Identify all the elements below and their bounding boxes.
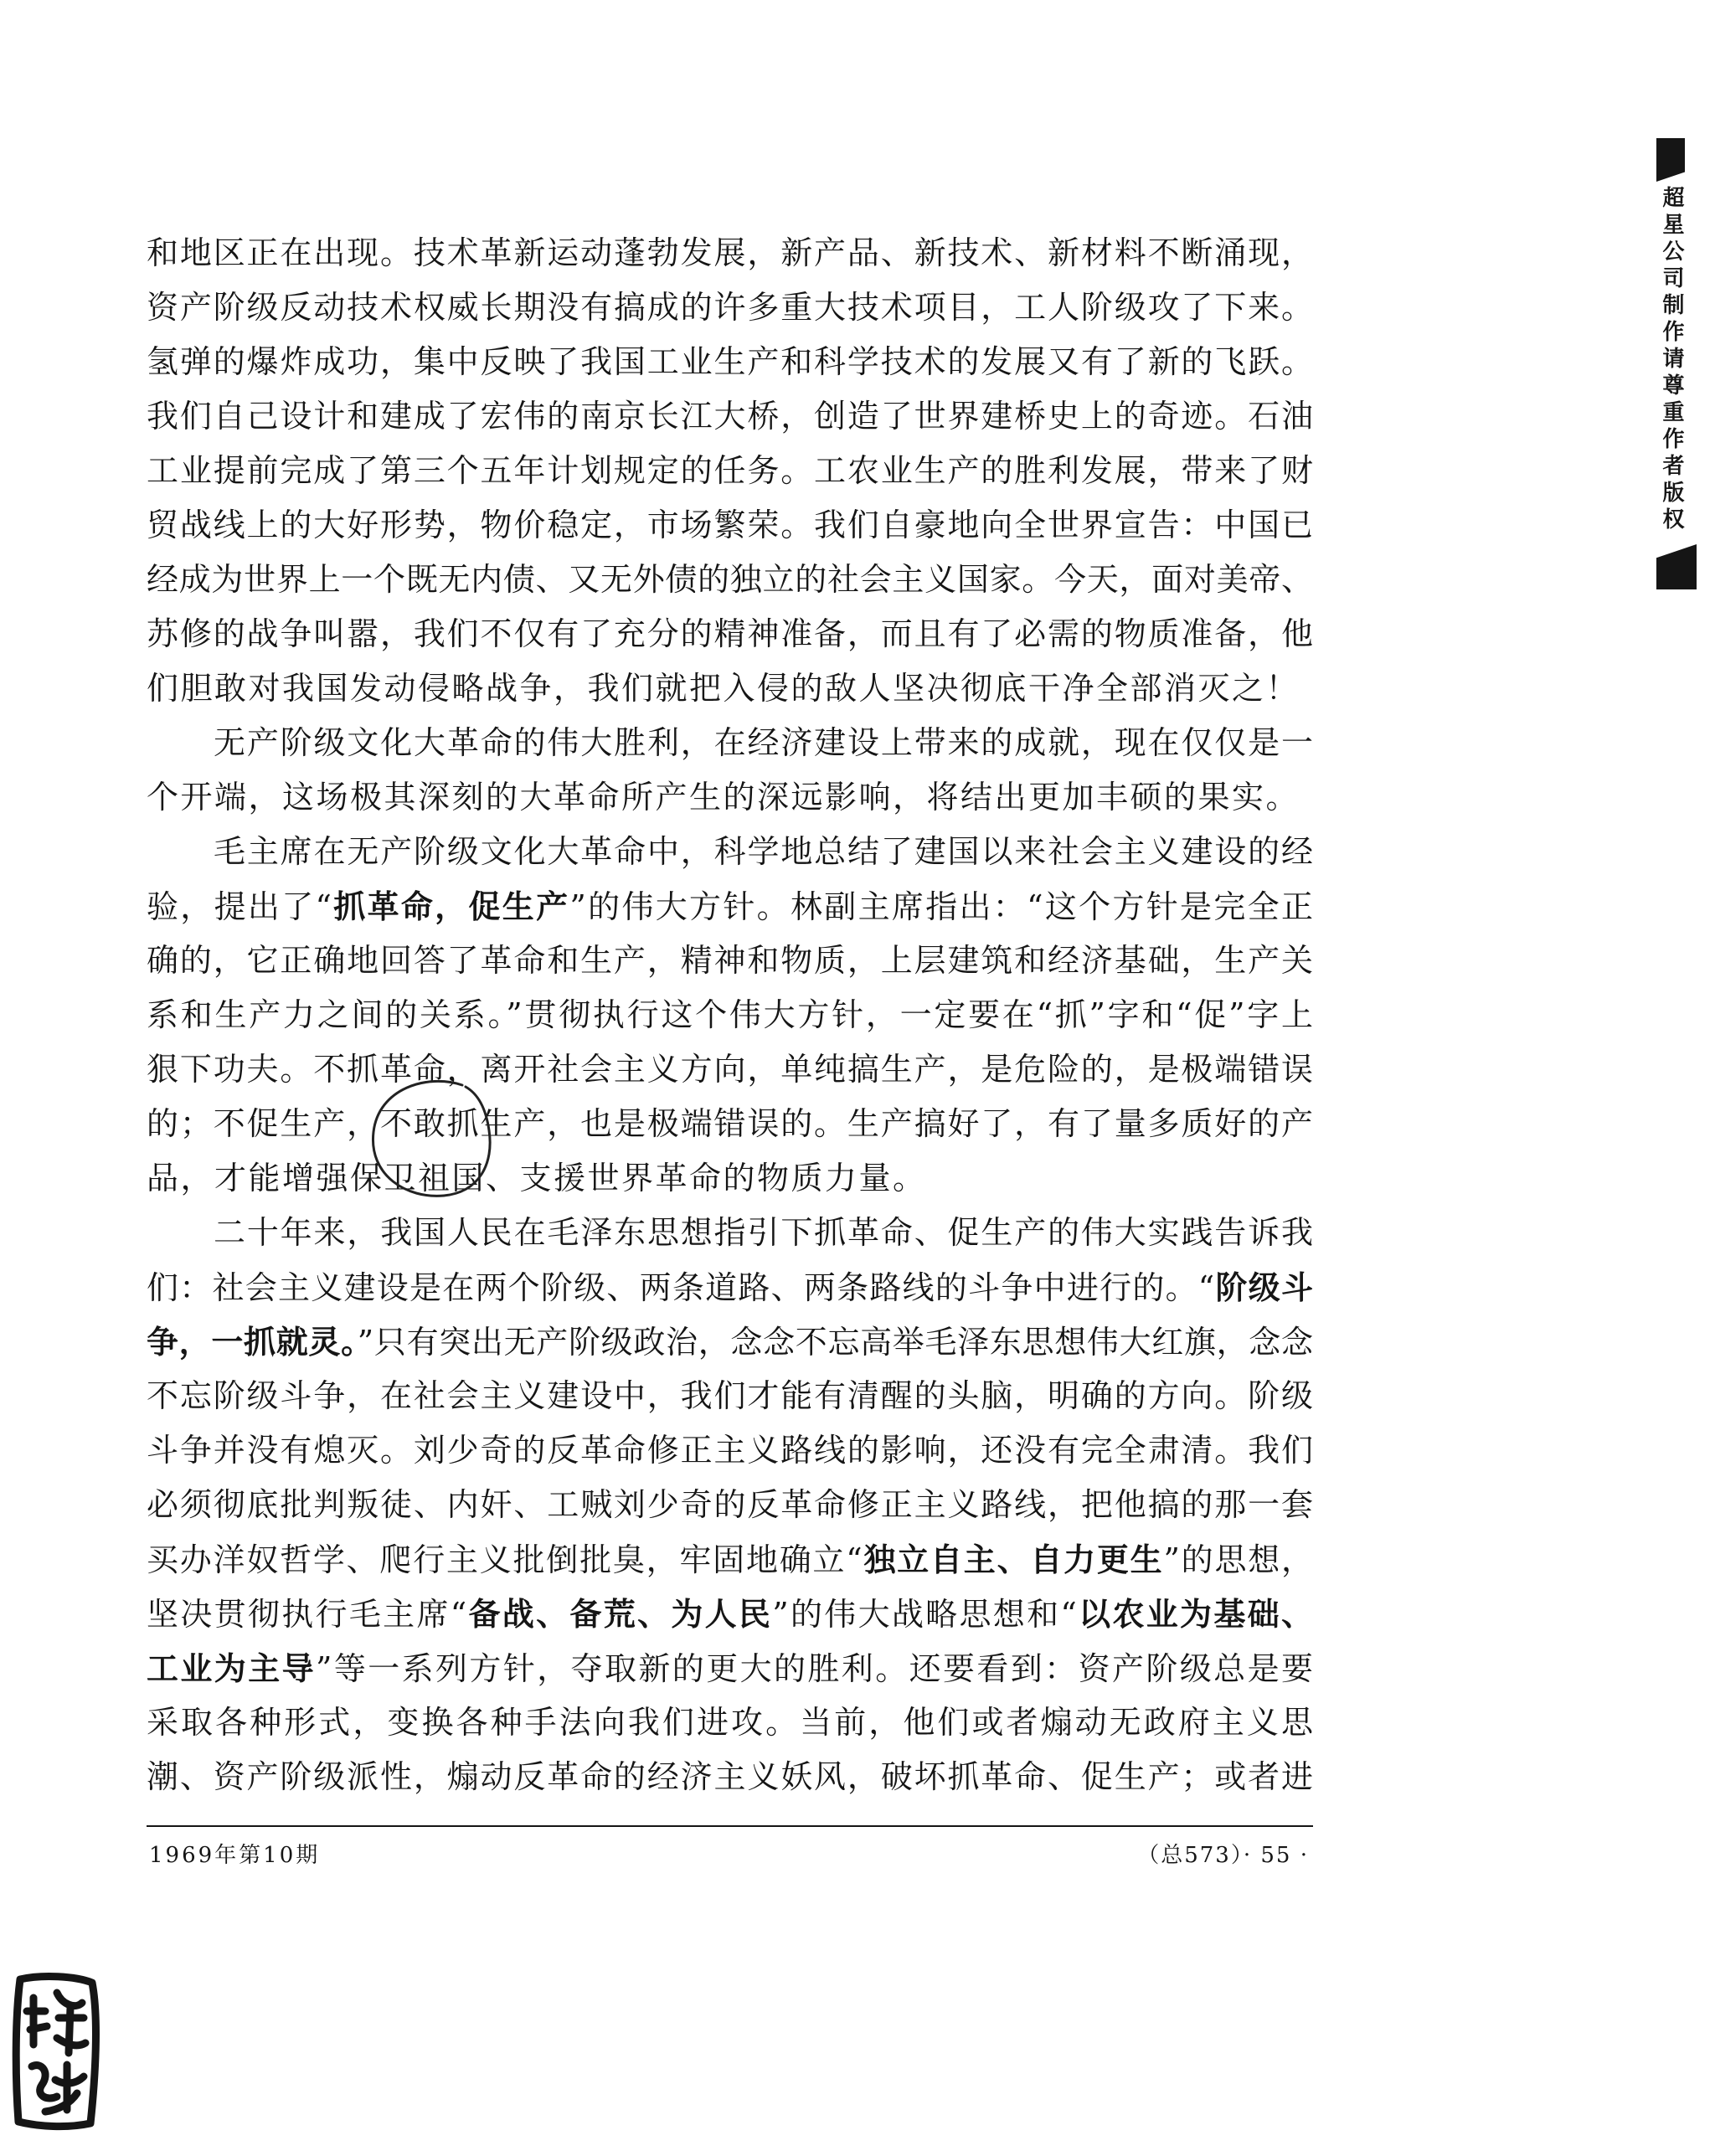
body-text: ”只有突出无产阶级政治，念念不忘高举毛泽东思想伟大红旗，念念: [357, 1324, 1314, 1361]
body-text: ”的伟大战略思想和“: [772, 1596, 1079, 1633]
text-line-content: [147, 1260, 1314, 1315]
text-line: [147, 1369, 1313, 1423]
text-line-content: [147, 280, 1315, 335]
article-body: [147, 226, 1316, 1804]
text-line-content: [147, 607, 1315, 661]
text-line: [147, 661, 1313, 716]
text-line: [147, 444, 1313, 498]
body-text: 坚决贯彻执行毛主席“: [147, 1596, 469, 1633]
text-line-content: [147, 1695, 1316, 1750]
watermark-bar-top: [1656, 138, 1685, 182]
text-line: [147, 226, 1313, 280]
body-text: ”的伟大方针。林副主席指出：“这个方针是完全正: [569, 888, 1316, 925]
body-text: 不忘阶级斗争，在社会主义建设中，我们才能有清醒的头脑，明确的方向。阶级: [147, 1377, 1315, 1414]
text-line: [147, 335, 1313, 389]
text-line: [147, 825, 1313, 879]
paragraph: [147, 716, 1313, 825]
text-line: [147, 1423, 1313, 1478]
text-line-content: [147, 444, 1315, 498]
body-text: 和地区正在出现。技术革新运动蓬勃发展，新产品、新技术、新材料不断涌现，: [147, 234, 1315, 271]
body-text: 验，提出了“: [147, 888, 334, 925]
text-line: [147, 1695, 1316, 1750]
body-text: 狠下功夫。不抓革命，离开社会主义方向，单纯搞生产，是危险的，是极端错误: [147, 1051, 1315, 1088]
text-line: [147, 1315, 1313, 1369]
text-line: [147, 1750, 1313, 1804]
copyright-watermark: [1657, 186, 1686, 534]
body-text: 我们自己设计和建成了宏伟的南京长江大桥，创造了世界建桥史上的奇迹。石油: [147, 398, 1315, 435]
text-line-content: [147, 1478, 1315, 1532]
text-line: [147, 498, 1313, 553]
text-line-content: [147, 1151, 927, 1206]
body-text: ”等一系列方针，夺取新的更大的胜利。还要看到：资产阶级总是要: [316, 1650, 1316, 1687]
text-line: [147, 934, 1313, 988]
text-line-content: [147, 335, 1315, 389]
text-line-content: [147, 1315, 1314, 1370]
paragraph: [147, 825, 1316, 1206]
body-text: 贸战线上的大好形势，物价稳定，市场繁荣。我们自豪地向全世界宣告：中国已: [147, 507, 1315, 543]
text-line: [147, 553, 1313, 607]
text-line: [147, 1587, 1316, 1641]
body-text: 毛主席在无产阶级文化大革命中，科学地总结了建国以来社会主义建设的经: [214, 833, 1315, 870]
emphasis-text: 独立自主、自力更生: [863, 1541, 1164, 1578]
body-text: 斗争并没有熄灭。刘少奇的反革命修正主义路线的影响，还没有完全肃清。我们: [147, 1432, 1315, 1469]
footer-rule: [147, 1825, 1313, 1827]
watermark-bar-bottom: [1656, 544, 1697, 589]
text-line-content: [147, 1042, 1315, 1097]
text-line-content: [147, 1532, 1315, 1587]
emphasis-text: 争，一抓就灵。: [147, 1323, 358, 1361]
emphasis-text: 备战、备荒、为人民: [468, 1595, 773, 1633]
watermark-notice: 请尊重作者版权: [1659, 347, 1684, 534]
text-line-content: [147, 1097, 1315, 1151]
text-line-content: [214, 716, 1315, 770]
text-line-content: [147, 1750, 1315, 1804]
body-text: 二十年来，我国人民在毛泽东思想指引下抓革命、促生产的伟大实践告诉我: [214, 1214, 1315, 1251]
body-text: 个开端，这场极其深刻的大革命所产生的深远影响，将结出更加丰硕的果实。: [147, 779, 1300, 816]
body-text: 必须彻底批判叛徒、内奸、工贼刘少奇的反革命修正主义路线，把他搞的那一套: [147, 1486, 1315, 1523]
text-line-content: [147, 1369, 1315, 1423]
watermark-producer: 超星公司制作: [1659, 186, 1684, 347]
text-line: [147, 1532, 1313, 1587]
text-line: [147, 988, 1316, 1042]
text-line-content: [147, 988, 1316, 1042]
emphasis-text: 抓革命，促生产: [333, 888, 570, 925]
text-line-content: [214, 1206, 1315, 1260]
text-line-content: [147, 226, 1315, 280]
emphasis-text: 阶级斗: [1215, 1268, 1315, 1306]
text-line: [147, 1206, 1313, 1260]
body-text: 们：社会主义建设是在两个阶级、两条道路、两条路线的斗争中进行的。“: [147, 1269, 1216, 1306]
seal-logo: [8, 1968, 105, 2135]
text-line-content: [147, 1423, 1315, 1478]
text-line: [147, 1478, 1313, 1532]
text-line: [147, 607, 1313, 661]
page-footer: [149, 1839, 1309, 1872]
body-text: 资产阶级反动技术权威长期没有搞成的许多重大技术项目，工人阶级攻了下来。: [147, 289, 1315, 326]
body-text: 确的，它正确地回答了革命和生产，精神和物质，上层建筑和经济基础，生产关: [147, 942, 1315, 979]
body-text: 经成为世界上一个既无内债、又无外债的独立的社会主义国家。今天，面对美帝、: [147, 561, 1314, 598]
paragraph: [147, 226, 1313, 716]
body-text: 潮、资产阶级派性，煽动反革命的经济主义妖风，破坏抓革命、促生产；或者进: [147, 1758, 1315, 1795]
text-line: [147, 1260, 1313, 1315]
paragraph: [147, 1206, 1316, 1804]
text-line: [147, 280, 1313, 335]
text-line-content: [147, 770, 1300, 825]
body-text: 无产阶级文化大革命的伟大胜利，在经济建设上带来的成就，现在仅仅是一: [214, 724, 1315, 761]
page-number: （总573）· 55 ·: [1137, 1843, 1309, 1868]
body-text: 品，才能增强保卫祖国、支援世界革命的物质力量。: [147, 1160, 927, 1196]
body-text: 的；不促生产，不敢抓生产，也是极端错误的。生产搞好了，有了量多质好的产: [147, 1105, 1315, 1142]
text-line: [147, 1641, 1316, 1695]
text-line: [147, 716, 1313, 770]
text-line-content: [147, 553, 1314, 607]
text-line-content: [147, 661, 1300, 716]
issue-label: 1969年第10期: [149, 1843, 321, 1868]
text-line-content: [147, 879, 1315, 934]
text-line: [147, 389, 1313, 444]
text-line: [147, 1151, 1313, 1206]
body-text: 氢弹的爆炸成功，集中反映了我国工业生产和科学技术的发展又有了新的飞跃。: [147, 343, 1315, 380]
body-text: 们胆敢对我国发动侵略战争，我们就把入侵的敌人坚决彻底干净全部消灭之！: [147, 670, 1300, 707]
text-line-content: [147, 389, 1315, 444]
text-line: [147, 770, 1313, 825]
emphasis-text: 工业为主导: [147, 1649, 316, 1687]
text-line-content: [147, 498, 1315, 553]
text-line: [147, 1097, 1313, 1151]
body-text: ”的思想，: [1163, 1541, 1315, 1578]
emphasis-text: 以农业为基础、: [1079, 1595, 1316, 1633]
body-text: 采取各种形式，变换各种手法向我们进攻。当前，他们或者煽动无政府主义思: [147, 1704, 1316, 1741]
body-text: 买办洋奴哲学、爬行主义批倒批臭，牢固地确立“: [147, 1541, 864, 1578]
text-line: [147, 1042, 1313, 1097]
text-line-content: [147, 1641, 1315, 1696]
text-line-content: [147, 1587, 1315, 1642]
body-text: 系和生产力之间的关系。”贯彻执行这个伟大方针，一定要在“抓”字和“促”字上: [147, 996, 1316, 1033]
body-text: 苏修的战争叫嚣，我们不仅有了充分的精神准备，而且有了必需的物质准备，他: [147, 615, 1315, 652]
body-text: 工业提前完成了第三个五年计划规定的任务。工农业生产的胜利发展，带来了财: [147, 452, 1315, 489]
text-line-content: [214, 825, 1315, 879]
text-line: [147, 879, 1316, 934]
text-line-content: [147, 934, 1315, 988]
